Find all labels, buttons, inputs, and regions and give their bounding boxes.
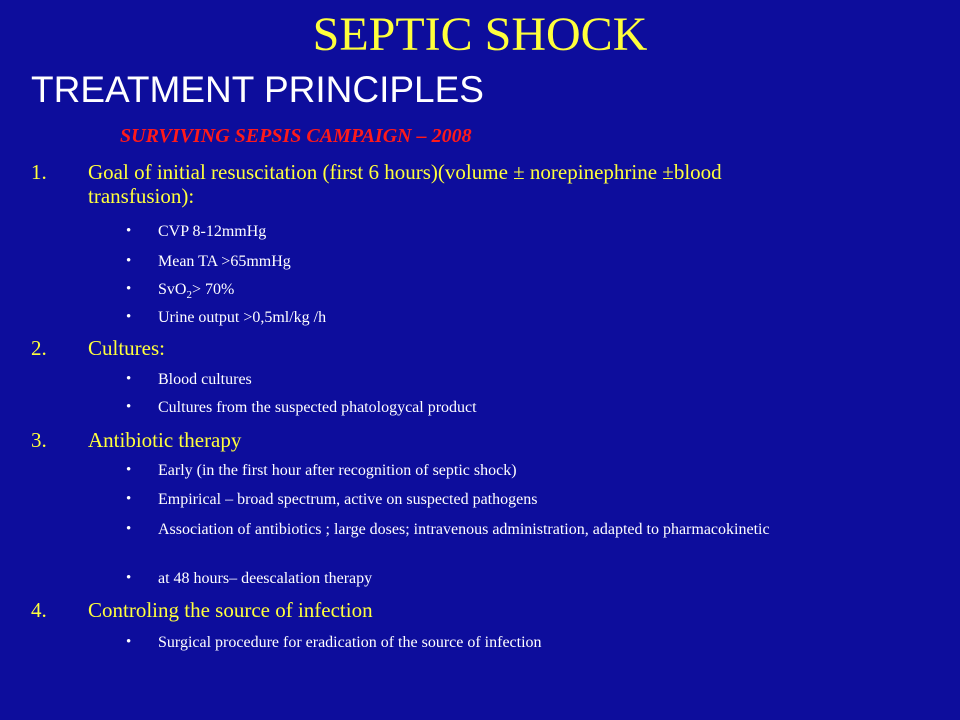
bullet: •: [126, 371, 132, 387]
list-item: CVP 8-12mmHg: [158, 223, 267, 240]
list-item: Early (in the first hour after recognition of septic shock): [158, 462, 517, 479]
section-3-number: 3.: [31, 428, 47, 452]
svo2-subscript: 2: [186, 289, 192, 302]
bullet: •: [126, 634, 132, 650]
section-2-heading: Cultures:: [88, 336, 165, 360]
list-item: at 48 hours– deescalation therapy: [158, 570, 373, 587]
section-1-heading-cont: transfusion):: [88, 184, 195, 208]
bullet: •: [126, 399, 132, 415]
slide-subtitle: TREATMENT PRINCIPLES: [31, 69, 484, 110]
svo2-prefix: SvO: [158, 281, 187, 298]
list-item: Surgical procedure for eradication of the source of infection: [158, 634, 542, 651]
bullet: •: [126, 570, 132, 586]
bullet: •: [126, 281, 132, 297]
svo2-suffix: > 70%: [191, 281, 235, 298]
list-item: Cultures from the suspected phatologycal product: [158, 399, 477, 416]
bullet: •: [126, 309, 132, 325]
list-item: Blood cultures: [158, 371, 252, 388]
bullet: •: [126, 491, 132, 507]
section-4-number: 4.: [31, 598, 47, 622]
bullet: •: [126, 462, 132, 478]
section-2-number: 2.: [31, 336, 47, 360]
bullet: •: [126, 223, 132, 239]
section-1-heading: Goal of initial resuscitation (first 6 hours)(volume ± norepinephrine ±blood: [88, 160, 722, 184]
list-item: Urine output >0,5ml/kg /h: [158, 309, 327, 326]
slide-title: SEPTIC SHOCK: [312, 8, 648, 61]
list-item: Association of antibiotics ; large doses; intravenous administration, adapted to pharmacokinetic: [158, 521, 770, 538]
bullet: •: [126, 253, 132, 269]
section-1-number: 1.: [31, 160, 47, 184]
campaign-label: SURVIVING SEPSIS CAMPAIGN – 2008: [120, 125, 472, 147]
section-4-heading: Controling the source of infection: [88, 598, 373, 622]
list-item: Mean TA >65mmHg: [158, 253, 291, 270]
section-3-heading: Antibiotic therapy: [88, 428, 242, 452]
list-item: [158, 280, 235, 302]
bullet: •: [126, 521, 132, 537]
list-item: Empirical – broad spectrum, active on suspected pathogens: [158, 491, 538, 508]
